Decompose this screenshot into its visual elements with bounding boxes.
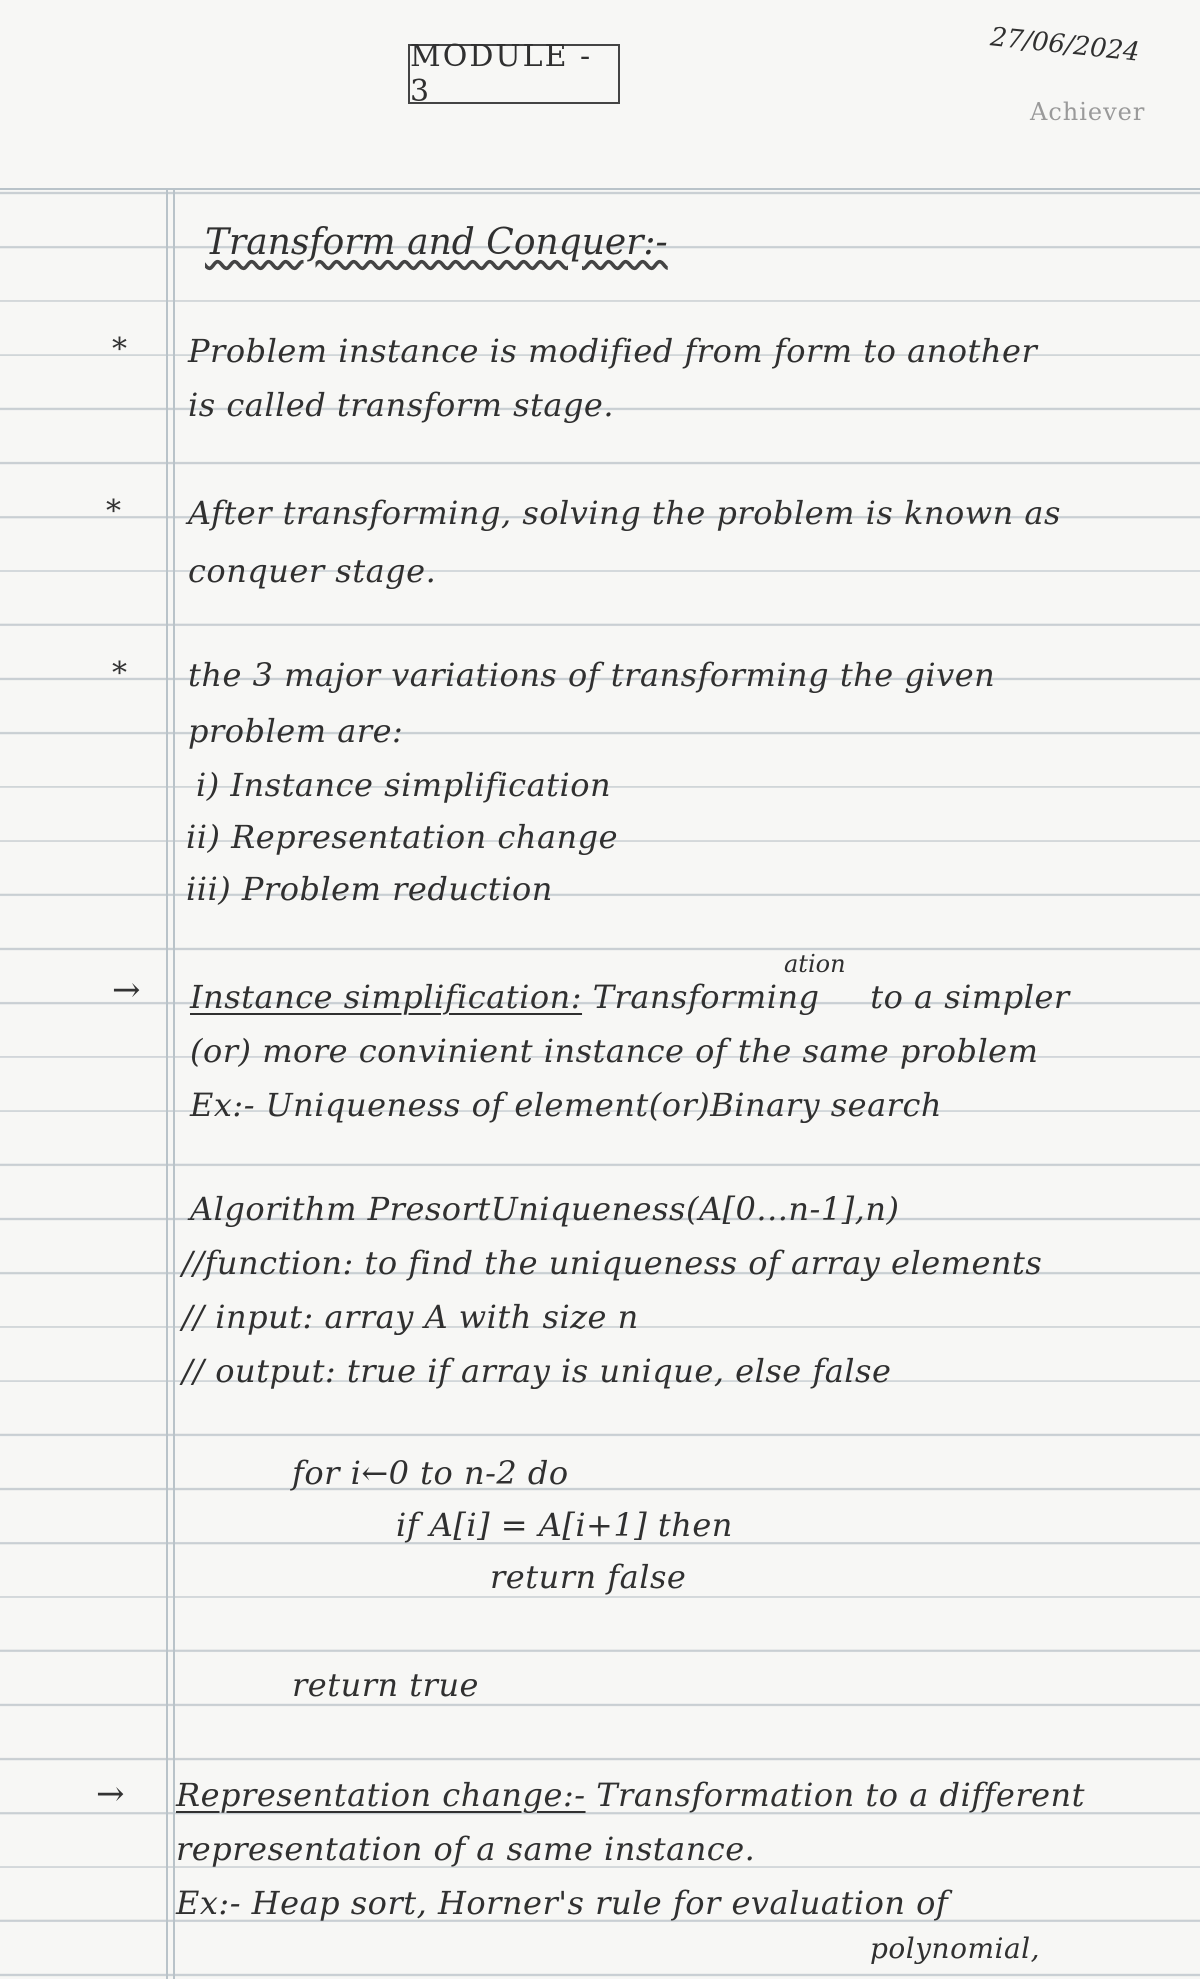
- instance-heading: Instance simplification:: [190, 978, 583, 1016]
- instance-line-1: [190, 978, 1070, 1016]
- bullet-1-line-2: is called transform stage.: [188, 386, 615, 424]
- representation-example-cont: polynomial,: [870, 1932, 1040, 1965]
- bullet-marker: *: [112, 656, 127, 691]
- algorithm-comment: // input: array A with size n: [182, 1298, 639, 1336]
- bullet-2-line-1: After transforming, solving the problem is known as: [188, 494, 1061, 532]
- variation-item: ii) Representation change: [186, 818, 619, 856]
- algorithm-comment: //function: to find the uniqueness of array elements: [182, 1244, 1043, 1282]
- bullet-3-line-2: problem are:: [188, 712, 404, 750]
- code-line: return false: [490, 1558, 687, 1596]
- arrow-marker: →: [96, 1774, 125, 1814]
- instance-line-2: (or) more convinient instance of the same problem: [190, 1032, 1039, 1070]
- algorithm-comment: // output: true if array is unique, else false: [182, 1352, 892, 1390]
- representation-example: Ex:- Heap sort, Horner's rule for evaluation of: [176, 1884, 949, 1922]
- bullet-3-line-1: the 3 major variations of transforming the given: [188, 656, 996, 694]
- code-line: for i←0 to n-2 do: [292, 1454, 569, 1492]
- margin-line-inner: [173, 190, 175, 1979]
- representation-text: Transformation to a different: [596, 1776, 1086, 1814]
- instance-text-end: to a simpler: [870, 978, 1070, 1016]
- code-line: if A[i] = A[i+1] then: [396, 1506, 733, 1544]
- code-line: return true: [292, 1666, 479, 1704]
- bullet-marker: *: [112, 332, 127, 367]
- header-divider: [0, 188, 1200, 190]
- variation-item: iii) Problem reduction: [186, 870, 553, 908]
- algorithm-signature: Algorithm PresortUniqueness(A[0...n-1],n): [190, 1190, 900, 1228]
- instance-example: Ex:- Uniqueness of element(or)Binary search: [190, 1086, 942, 1124]
- variation-item: i) Instance simplification: [196, 766, 612, 804]
- bullet-2-line-2: conquer stage.: [188, 552, 437, 590]
- notebook-brand: Achiever: [1030, 98, 1146, 126]
- representation-line-2: representation of a same instance.: [176, 1830, 756, 1868]
- correction-note: ation: [784, 950, 846, 978]
- representation-line-1: [176, 1776, 1085, 1814]
- bullet-1-line-1: Problem instance is modified from form to another: [188, 332, 1038, 370]
- instance-text: Transforming: [592, 978, 820, 1016]
- representation-heading: Representation change:-: [176, 1776, 586, 1814]
- section-title: Transform and Conquer:-: [205, 222, 668, 263]
- date-text: 27/06/2024: [988, 22, 1142, 68]
- bullet-marker: *: [106, 494, 121, 529]
- margin-line: [166, 190, 168, 1979]
- module-heading: MODULE - 3: [408, 44, 620, 104]
- arrow-marker: →: [112, 970, 141, 1010]
